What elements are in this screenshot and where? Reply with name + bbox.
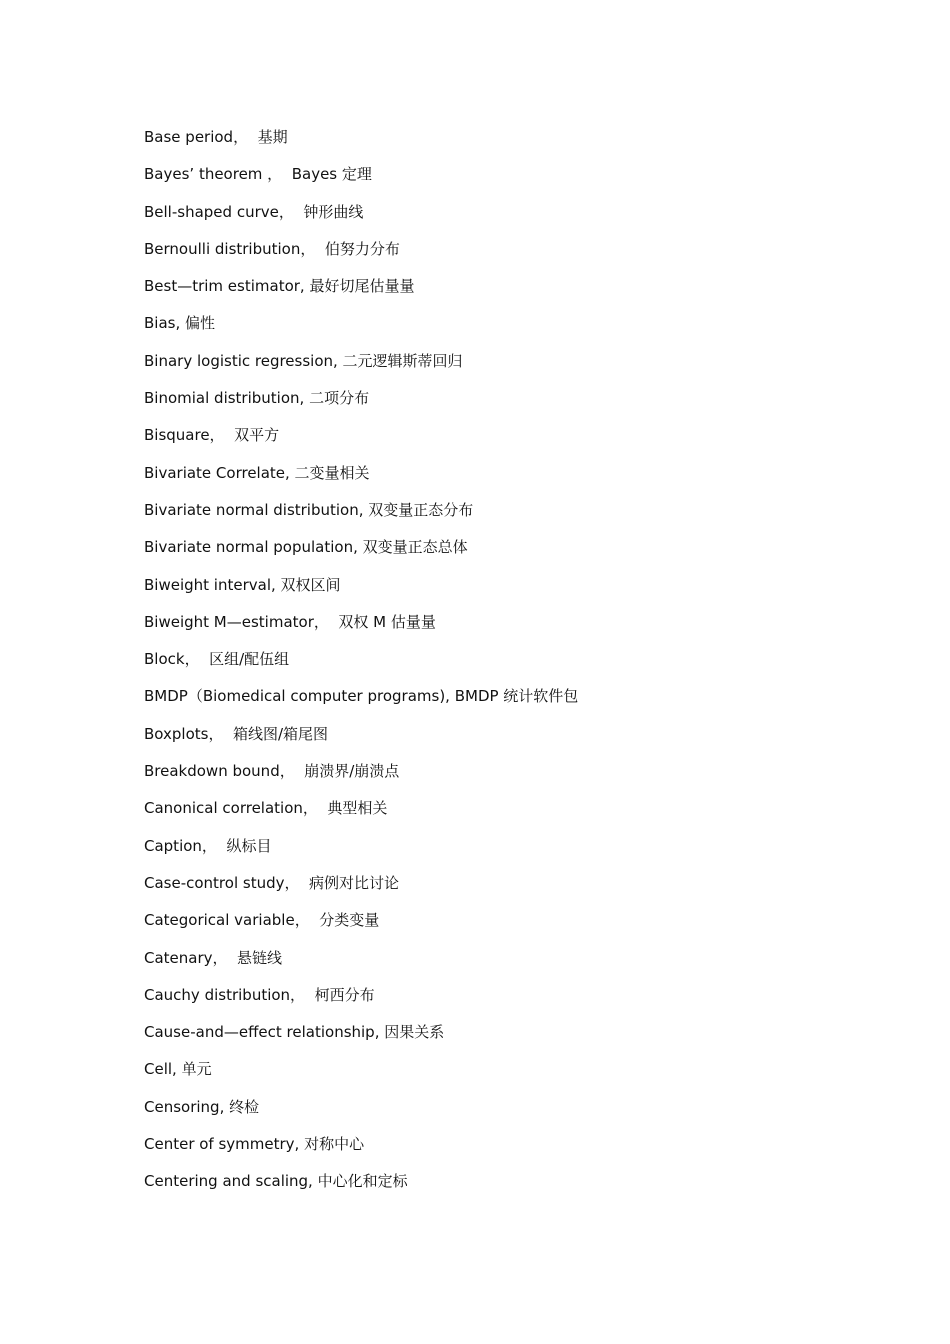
glossary-entry: Bias, 偏性: [144, 314, 216, 333]
glossary-entry: Binary logistic regression, 二元逻辑斯蒂回归: [144, 351, 463, 370]
glossary-entry: Bivariate Correlate, 二变量相关: [144, 463, 370, 482]
glossary-entry: Catenary， 悬链线: [144, 948, 283, 967]
glossary-entry: Cause-and—effect relationship, 因果关系: [144, 1023, 445, 1042]
glossary-entry: Bell-shaped curve， 钟形曲线: [144, 202, 364, 221]
glossary-list: [144, 124, 904, 1206]
glossary-entry: Cauchy distribution， 柯西分布: [144, 985, 375, 1004]
glossary-entry: Bivariate normal distribution, 双变量正态分布: [144, 500, 474, 519]
glossary-entry: Breakdown bound， 崩溃界/崩溃点: [144, 762, 400, 781]
glossary-entry: Centering and scaling, 中心化和定标: [144, 1172, 408, 1191]
glossary-entry: Best—trim estimator, 最好切尾估量量: [144, 277, 415, 296]
glossary-entry: Biweight interval, 双权区间: [144, 575, 341, 594]
glossary-entry: Categorical variable， 分类变量: [144, 911, 380, 930]
glossary-entry: Canonical correlation， 典型相关: [144, 799, 388, 818]
glossary-entry: Block， 区组/配伍组: [144, 650, 290, 669]
glossary-entry: Binomial distribution, 二项分布: [144, 389, 370, 408]
glossary-entry: Bernoulli distribution， 伯努力分布: [144, 239, 400, 258]
glossary-entry: Cell, 单元: [144, 1060, 212, 1079]
glossary-entry: Boxplots， 箱线图/箱尾图: [144, 724, 329, 743]
glossary-entry: Caption， 纵标目: [144, 836, 272, 855]
glossary-entry: Bayes’ theorem ， Bayes 定理: [144, 165, 372, 184]
glossary-entry: Bisquare， 双平方: [144, 426, 280, 445]
glossary-entry: Bivariate normal population, 双变量正态总体: [144, 538, 468, 557]
glossary-entry: Base period， 基期: [144, 128, 288, 146]
glossary-entry: Censoring, 终检: [144, 1097, 260, 1116]
glossary-entry: Case-control study， 病例对比讨论: [144, 873, 400, 892]
glossary-entry: BMDP（Biomedical computer programs), BMDP 统计软件包: [144, 687, 579, 706]
glossary-entry: Biweight M—estimator， 双权 M 估量量: [144, 612, 436, 631]
glossary-entry: Center of symmetry, 对称中心: [144, 1135, 365, 1154]
